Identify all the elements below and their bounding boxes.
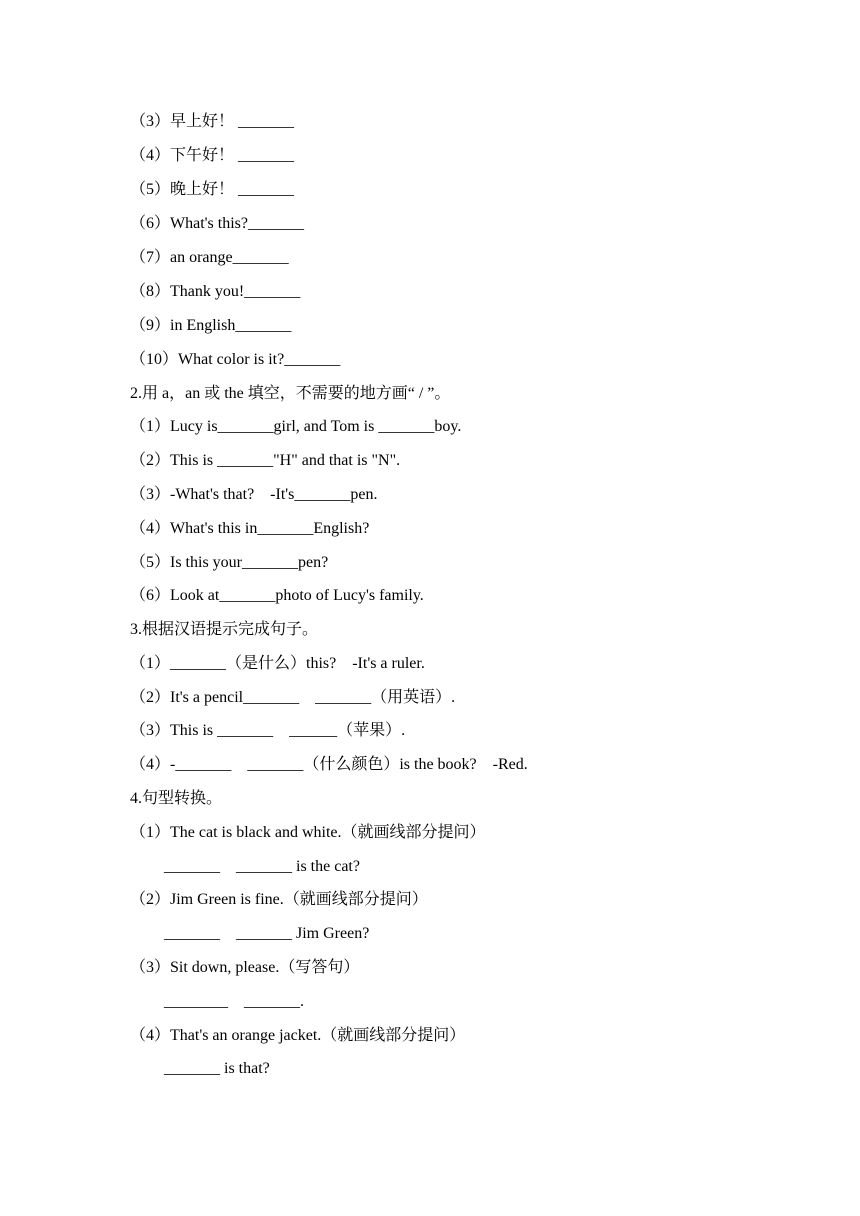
- answer-line: _______ is that?: [164, 1060, 270, 1077]
- section-heading: 2.用 a，an 或 the 填空，不需要的地方画“ / ”。: [130, 385, 451, 402]
- exercise-item: （6）Look at_______photo of Lucy's family.: [130, 587, 424, 604]
- exercise-item: （3）-What's that? -It's_______pen.: [130, 486, 378, 503]
- exercise-item: （1）The cat is black and white.（就画线部分提问）: [130, 824, 486, 841]
- section-heading: 3.根据汉语提示完成句子。: [130, 621, 319, 638]
- exercise-item: （5）晚上好！ _______: [130, 181, 295, 198]
- exercise-item: （2）Jim Green is fine.（就画线部分提问）: [130, 891, 428, 908]
- answer-line: ________ _______.: [164, 993, 304, 1010]
- exercise-item: （10）What color is it?_______: [130, 351, 341, 368]
- exercise-item: （9）in English_______: [130, 317, 292, 334]
- exercise-item: （1）Lucy is_______girl, and Tom is _______boy.: [130, 418, 462, 435]
- answer-line: _______ _______ Jim Green?: [164, 925, 370, 942]
- exercise-item: （2）This is _______"H" and that is "N".: [130, 452, 401, 469]
- exercise-item: （4）What's this in_______English?: [130, 520, 370, 537]
- exercise-item: （8）Thank you!_______: [130, 283, 301, 300]
- exercise-item: （4）-_______ _______（什么颜色）is the book? -Red.: [130, 756, 528, 773]
- exercise-item: （5）Is this your_______pen?: [130, 554, 329, 571]
- exercise-item: （2）It's a pencil_______ _______（用英语）.: [130, 689, 456, 706]
- exercise-item: （3）This is _______ ______（苹果）.: [130, 722, 406, 739]
- exercise-item: （7）an orange_______: [130, 249, 289, 266]
- exercise-item: （4）下午好！ _______: [130, 147, 295, 164]
- answer-line: _______ _______ is the cat?: [164, 858, 360, 875]
- exercise-item: （1）_______（是什么）this? -It's a ruler.: [130, 655, 425, 672]
- exercise-item: （3）早上好！ _______: [130, 113, 295, 130]
- exercise-item: （6）What's this?_______: [130, 215, 304, 232]
- exercise-item: （4）That's an orange jacket.（就画线部分提问）: [130, 1027, 466, 1044]
- section-heading: 4.句型转换。: [130, 790, 223, 807]
- exercise-item: （3）Sit down, please.（写答句）: [130, 959, 360, 976]
